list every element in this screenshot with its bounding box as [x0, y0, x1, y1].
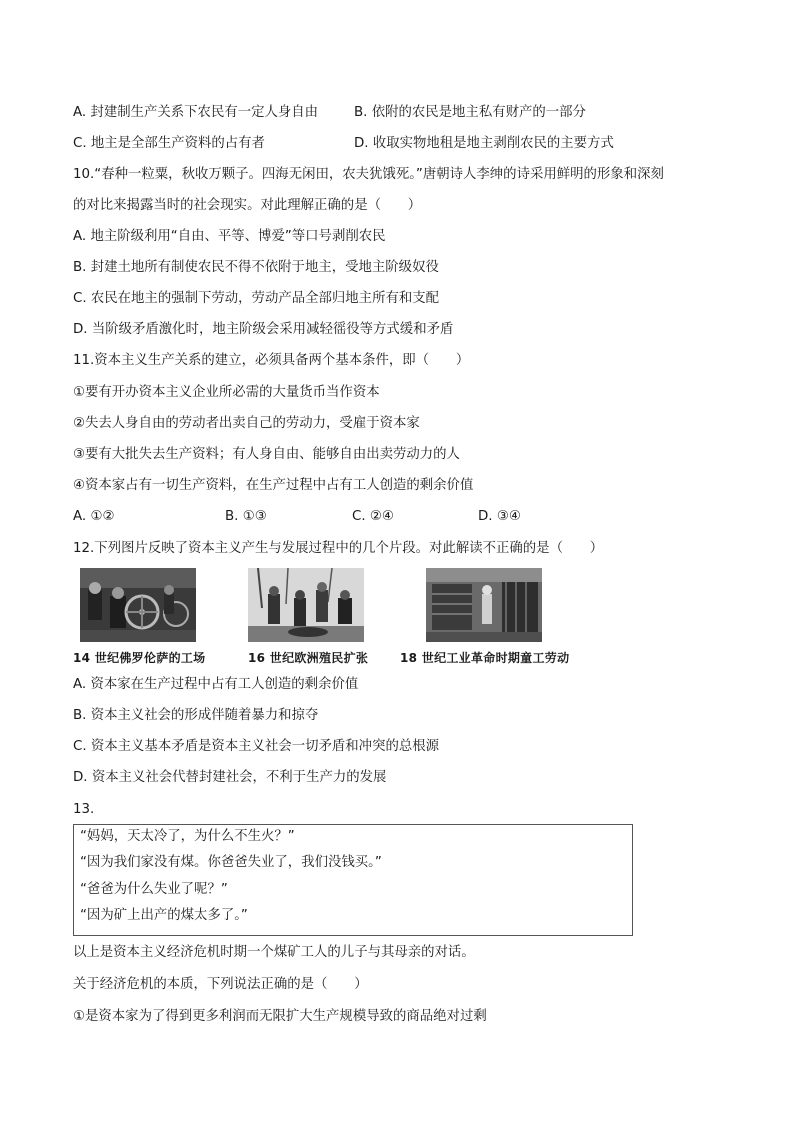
florence-workshop-image	[80, 568, 196, 642]
q9-option-c: C. 地主是全部生产资料的占有者	[73, 136, 265, 151]
dialog-line-4: “因为矿上出产的煤太多了。”	[80, 908, 248, 923]
q11-item-4: ④资本家占有一切生产资料，在生产过程中占有工人创造的剩余价值	[73, 478, 474, 493]
q11-option-b: B. ①③	[225, 509, 267, 524]
q10-option-a: A. 地主阶级利用“自由、平等、博爱”等口号剥削农民	[73, 229, 386, 244]
q11-item-2: ②失去人身自由的劳动者出卖自己的劳动力，受雇于资本家	[73, 416, 420, 431]
child-labor-image	[426, 568, 542, 642]
q12-option-b: B. 资本主义社会的形成伴随着暴力和掠夺	[73, 708, 319, 723]
q10-stem-line2: 的对比来揭露当时的社会现实。对此理解正确的是（ ）	[73, 198, 422, 213]
q9-option-a: A. 封建制生产关系下农民有一定人身自由	[73, 105, 319, 120]
q13-stem: 关于经济危机的本质，下列说法正确的是（ ）	[73, 977, 368, 992]
q12-option-c: C. 资本主义基本矛盾是资本主义社会一切矛盾和冲突的总根源	[73, 739, 440, 754]
colonial-expansion-image	[248, 568, 364, 642]
q10-stem-line1: 10.“春种一粒粟，秋收万颗子。四海无闲田，农夫犹饿死。”唐朝诗人李绅的诗采用鲜明的形象和深刻	[73, 167, 664, 182]
q11-option-a: A. ①②	[73, 509, 115, 524]
q11-item-1: ①要有开办资本主义企业所必需的大量货币当作资本	[73, 385, 380, 400]
q10-option-d: D. 当阶级矛盾激化时，地主阶级会采用减轻徭役等方式缓和矛盾	[73, 322, 454, 337]
q13-dialog-box	[73, 824, 633, 936]
q13-number: 13.	[73, 802, 95, 817]
q12-option-d: D. 资本主义社会代替封建社会，不利于生产力的发展	[73, 770, 387, 785]
q12-option-a: A. 资本家在生产过程中占有工人创造的剩余价值	[73, 677, 359, 692]
q11-option-c: C. ②④	[352, 509, 394, 524]
q11-option-d: D. ③④	[478, 509, 521, 524]
q9-option-b: B. 依附的农民是地主私有财产的一部分	[354, 105, 586, 120]
caption-florence-workshop: 14 世纪佛罗伦萨的工场	[73, 651, 206, 665]
dialog-line-1: “妈妈，天太冷了，为什么不生火？”	[80, 829, 295, 844]
q13-after-box: 以上是资本主义经济危机时期一个煤矿工人的儿子与其母亲的对话。	[73, 945, 475, 960]
caption-colonial-expansion: 16 世纪欧洲殖民扩张	[248, 651, 369, 665]
dialog-line-2: “因为我们家没有煤。你爸爸失业了，我们没钱买。”	[80, 855, 382, 870]
q9-option-d: D. 收取实物地租是地主剥削农民的主要方式	[354, 136, 614, 151]
q10-option-b: B. 封建土地所有制使农民不得不依附于地主，受地主阶级奴役	[73, 260, 439, 275]
q12-stem: 12.下列图片反映了资本主义产生与发展过程中的几个片段。对此解读不正确的是（ ）	[73, 541, 604, 556]
caption-child-labor: 18 世纪工业革命时期童工劳动	[400, 651, 570, 665]
q11-item-3: ③要有大批失去生产资料；有人身自由、能够自由出卖劳动力的人	[73, 447, 460, 462]
dialog-line-3: “爸爸为什么失业了呢？”	[80, 882, 228, 897]
q13-item-1: ①是资本家为了得到更多利润而无限扩大生产规模导致的商品绝对过剩	[73, 1009, 487, 1024]
q11-stem: 11.资本主义生产关系的建立，必须具备两个基本条件，即（ ）	[73, 353, 470, 368]
q10-option-c: C. 农民在地主的强制下劳动，劳动产品全部归地主所有和支配	[73, 291, 440, 306]
